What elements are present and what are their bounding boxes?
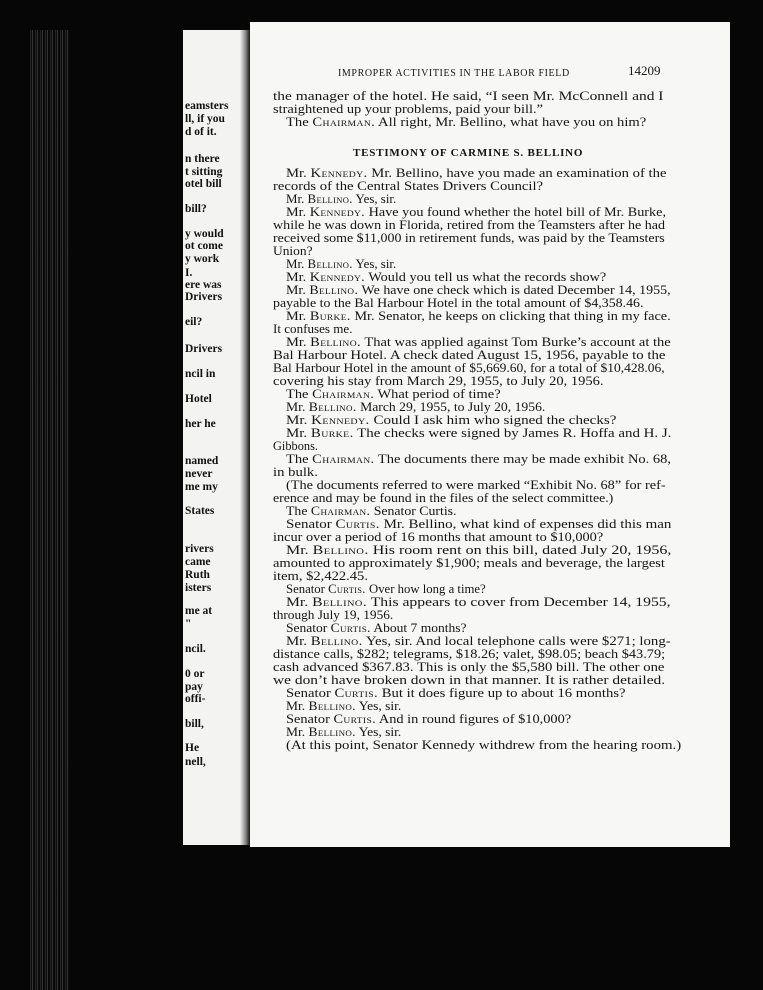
facing-page-fragment: Hotel	[185, 393, 212, 405]
text-segment: We have one check which is dated December 14, 1955,	[358, 283, 671, 297]
text-segment: Mr.	[286, 309, 310, 323]
speaker-name: Bellino.	[308, 699, 356, 713]
text-segment: The	[286, 452, 313, 466]
speaker-name: Bellino.	[310, 634, 363, 648]
speaker-name: Bellino.	[308, 725, 356, 739]
text-segment: Yes, sir.	[355, 699, 402, 713]
facing-page-fragment: Drivers	[185, 291, 223, 303]
facing-page-fragment: States	[185, 505, 215, 517]
speaker-name: Chairman.	[310, 504, 371, 518]
text-line	[286, 739, 681, 752]
facing-page-fragment: ncil in	[185, 368, 216, 380]
facing-page-fragment: nell,	[185, 756, 206, 768]
text-segment: Senator Curtis.	[370, 504, 457, 518]
text-segment: Mr.	[286, 166, 311, 180]
facing-page-fragment: came	[185, 556, 211, 568]
text-segment: March 29, 1955, to July 20, 1956.	[356, 400, 546, 414]
facing-page-fragment: her he	[185, 418, 216, 430]
page-number: 14209	[628, 63, 661, 78]
text-line	[286, 116, 646, 129]
text-segment: covering his stay from March 29, 1955, to July 20, 1956.	[273, 374, 604, 388]
speaker-name: Bellino.	[312, 543, 369, 557]
facing-page-fragment: I.	[185, 267, 193, 279]
facing-page-fragment: ot come	[185, 240, 223, 252]
facing-page-fragment: t sitting	[185, 166, 223, 178]
text-segment: Senator	[286, 686, 335, 700]
text-line	[273, 232, 665, 245]
text-segment: incur over a period of 16 months that amount to $10,000?	[273, 530, 604, 544]
speaker-name: Burke.	[310, 426, 354, 440]
speaker-name: Bellino.	[310, 335, 361, 349]
facing-page-fragment: Drivers	[185, 343, 223, 355]
text-segment: straightened up your problems, paid your bill.”	[273, 102, 543, 116]
speaker-name: Bellino.	[307, 192, 353, 206]
text-segment: Could I ask him who signed the checks?	[369, 413, 617, 427]
text-segment: The checks were signed by James R. Hoffa and H. J.	[353, 426, 672, 440]
text-segment: amounted to approximately $1,900; meals and beverage, the largest	[273, 556, 665, 570]
text-segment: in bulk.	[273, 465, 318, 479]
facing-page-fragment: otel bill	[185, 178, 222, 190]
film-edge-strip	[30, 30, 70, 990]
speaker-name: Chairman.	[312, 115, 376, 129]
text-segment: Senator	[286, 712, 334, 726]
text-segment: Mr.	[286, 595, 313, 609]
speaker-name: Curtis.	[335, 517, 380, 531]
text-segment: Bal Harbour Hotel in the amount of $5,669.60, for a total of $10,428.06,	[273, 361, 665, 375]
text-segment: (The documents referred to were marked “Exhibit No. 68” for ref-	[286, 478, 666, 492]
text-segment: payable to the Bal Harbour Hotel in the total amount of $4,358.46.	[273, 296, 644, 310]
text-segment: That was applied against Tom Burke’s account at the	[360, 335, 671, 349]
text-segment: Mr.	[286, 634, 311, 648]
speaker-name: Curtis.	[334, 686, 379, 700]
text-segment: The	[286, 115, 313, 129]
text-segment: (At this point, Senator Kennedy withdrew from the hearing room.)	[286, 738, 682, 752]
text-segment: And in round figures of $10,000?	[376, 712, 572, 726]
text-segment: Mr.	[286, 426, 311, 440]
text-segment: Mr.	[286, 270, 310, 284]
facing-page-fragment: n there	[185, 153, 220, 165]
text-segment: item, $2,422.45.	[273, 569, 368, 583]
facing-page-fragment: rivers	[185, 543, 214, 555]
facing-page-fragment: me my	[185, 481, 218, 493]
speaker-name: Bellino.	[308, 400, 357, 414]
facing-page-fragment: Ruth	[185, 569, 210, 581]
text-segment: All right, Mr. Bellino, what have you on him?	[375, 115, 647, 129]
text-segment: Yes, sir.	[352, 192, 397, 206]
speaker-name: Chairman.	[312, 452, 375, 466]
text-segment: Mr.	[286, 413, 312, 427]
text-segment: Over how long a time?	[365, 582, 486, 596]
text-segment: Senator	[286, 582, 329, 596]
speaker-name: Kennedy.	[309, 270, 366, 284]
speaker-name: Kennedy.	[311, 413, 370, 427]
text-segment: records of the Central States Drivers Council?	[273, 179, 544, 193]
text-segment: Mr.	[286, 400, 309, 414]
facing-page-fragment: y would	[185, 228, 224, 240]
facing-page-fragment: pay	[185, 681, 203, 693]
text-segment: Would you tell us what the records show?	[365, 270, 607, 284]
facing-page-fragment: isters	[185, 582, 212, 594]
text-segment: Have you found whether the hotel bill of Mr. Burke,	[365, 205, 667, 219]
text-segment: cash advanced $367.83. This is only the $5,580 bill. The other one	[273, 660, 665, 674]
facing-page-fragment: bill?	[185, 203, 207, 215]
text-segment: Mr.	[286, 283, 310, 297]
speaker-name: Curtis.	[330, 621, 371, 635]
speaker-name: Curtis.	[333, 712, 377, 726]
speaker-name: Kennedy.	[309, 205, 366, 219]
facing-page-fragment: me at	[185, 605, 213, 617]
facing-page-fragment: ere was	[185, 279, 222, 291]
text-segment: The documents there may be made exhibit No. 68,	[374, 452, 672, 466]
text-segment: Mr.	[286, 699, 309, 713]
facing-page-fragment: y work	[185, 253, 220, 265]
text-segment: This appears to cover from December 14, 1955,	[367, 595, 671, 609]
facing-page-fragment: ncil.	[185, 643, 206, 655]
text-segment: Mr.	[286, 725, 309, 739]
text-segment: Mr. Bellino, what kind of expenses did this man	[379, 517, 672, 531]
speaker-name: Burke.	[309, 309, 351, 323]
text-segment: Yes, sir. And local telephone calls were $271; long-	[362, 634, 671, 648]
text-segment: Mr.	[286, 335, 311, 349]
text-line	[286, 453, 671, 466]
text-segment: Mr.	[286, 192, 308, 206]
speaker-name: Kennedy.	[310, 166, 368, 180]
text-segment: Mr. Bellino, have you made an examination of the	[367, 166, 667, 180]
text-segment: Mr.	[286, 205, 310, 219]
text-segment: Mr.	[286, 543, 313, 557]
facing-page-fragment: offi-	[185, 693, 206, 705]
text-segment: Union?	[273, 244, 313, 258]
facing-page-fragment: eil?	[185, 316, 203, 328]
text-segment: Senator	[286, 621, 331, 635]
text-segment: But it does figure up to about 16 months?	[378, 686, 626, 700]
text-segment: Mr.	[286, 257, 308, 271]
facing-page-fragment: bill,	[185, 718, 204, 730]
speaker-name: Bellino.	[309, 283, 359, 297]
text-segment: Bal Harbour Hotel. A check dated August 15, 1956, payable to the	[273, 348, 666, 362]
facing-page-edge	[183, 30, 245, 845]
text-segment: through July 19, 1956.	[273, 608, 394, 622]
running-head: IMPROPER ACTIVITIES IN THE LABOR FIELD	[338, 68, 570, 79]
facing-page-fragment: He	[185, 742, 200, 754]
speaker-name: Bellino.	[312, 595, 368, 609]
section-heading: TESTIMONY OF CARMINE S. BELLINO	[353, 147, 584, 159]
text-segment: It confuses me.	[273, 322, 353, 336]
text-segment: The	[286, 387, 313, 401]
facing-page-fragment: named	[185, 455, 219, 467]
text-segment: Mr. Senator, he keeps on clicking that thing in my face.	[350, 309, 671, 323]
text-segment: Yes, sir.	[352, 257, 397, 271]
text-segment: we don’t have broken down in that manner. It is rather detailed.	[273, 673, 666, 687]
text-segment: received some $11,000 in retirement funds, was paid by the Teamsters	[273, 231, 665, 245]
text-segment: Senator	[286, 517, 336, 531]
facing-page-fragment: eamsters	[185, 100, 229, 112]
facing-page-fragment: "	[185, 618, 192, 630]
speaker-name: Bellino.	[307, 257, 353, 271]
facing-page-fragment: ll, if you	[185, 113, 225, 125]
speaker-name: Chairman.	[312, 387, 375, 401]
facing-page-fragment: never	[185, 468, 213, 480]
text-segment: The	[286, 504, 311, 518]
text-line	[286, 427, 671, 440]
text-segment: Yes, sir.	[355, 725, 402, 739]
text-segment: the manager of the hotel. He said, “I seen Mr. McConnell and I	[273, 89, 664, 103]
text-segment: Gibbons.	[273, 439, 319, 453]
speaker-name: Curtis.	[328, 582, 366, 596]
text-segment: erence and may be found in the files of the select committee.)	[273, 491, 614, 505]
text-segment: What period of time?	[374, 387, 501, 401]
text-segment: while he was down in Florida, retired from the Teamsters after he had	[273, 218, 666, 232]
text-segment: About 7 months?	[370, 621, 467, 635]
facing-page-fragment: 0 or	[185, 668, 205, 680]
text-segment: His room rent on this bill, dated July 20, 1956,	[368, 543, 672, 557]
text-segment: distance calls, $282; telegrams, $18.26; valet, $98.05; beach $43.79;	[273, 647, 666, 661]
facing-page-fragment: d of it.	[185, 126, 217, 138]
